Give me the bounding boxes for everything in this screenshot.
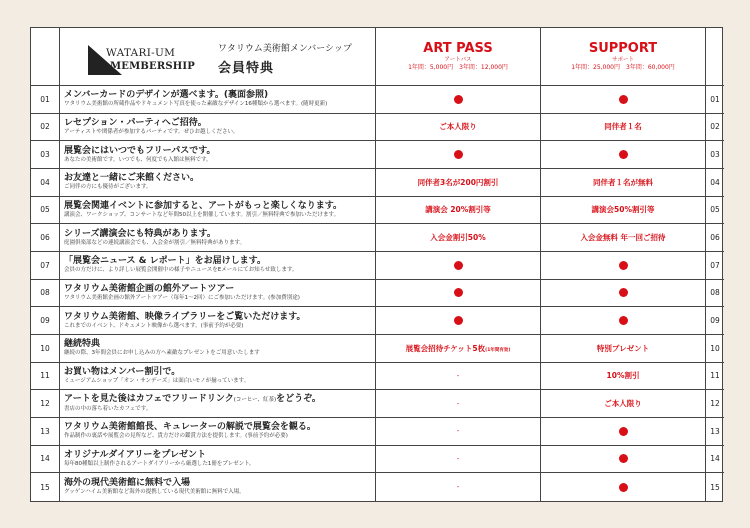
benefit-value	[439, 121, 477, 132]
support-value	[541, 141, 706, 169]
benefit-description	[60, 224, 376, 252]
benefit-value-text: 入会金割引50%	[430, 233, 486, 243]
included-dot-icon	[619, 454, 628, 463]
row-number: 11	[31, 363, 60, 391]
benefit-title	[64, 90, 268, 101]
row-number-right: 10	[706, 335, 724, 363]
benefit-description	[60, 307, 376, 335]
art-pass-value	[376, 114, 541, 142]
benefit-value	[604, 121, 642, 132]
support-value	[541, 224, 706, 252]
logo-line1: WATARI-UM	[106, 46, 176, 59]
included-dot-icon	[454, 150, 463, 159]
benefit-description	[60, 141, 376, 169]
plan-header-support	[541, 28, 706, 86]
benefit-value-text: 特別プレゼント	[596, 343, 650, 353]
benefit-description	[60, 446, 376, 474]
art-pass-value	[376, 390, 541, 418]
included-dot-icon	[454, 95, 463, 104]
benefits-grid	[31, 28, 722, 501]
support-value	[541, 197, 706, 225]
benefit-title-text: ワタリウム美術館、映像ライブラリーをご覧いただけます。	[64, 311, 306, 322]
support-value	[541, 280, 706, 308]
benefit-value	[406, 343, 511, 354]
included-dot-icon	[619, 261, 628, 270]
plan-header-art-pass	[376, 28, 541, 86]
row-number: 02	[31, 114, 60, 142]
included-dot-icon	[619, 95, 628, 104]
benefit-value-text: 講演会50%割引等	[591, 205, 655, 215]
benefit-detail: 作品制作の裏話や展覧会の見所など、貴方だけの鑑賞方法を提供します。(事前予約が必要)	[64, 433, 288, 440]
benefit-detail: これまでのイベント、ドキュメント映像から選べます。(事前予約が必要)	[64, 322, 244, 329]
row-number: 03	[31, 141, 60, 169]
benefit-description	[60, 169, 376, 197]
not-included-dash: -	[456, 454, 460, 463]
benefit-value-text: 同伴者3名が200円割引	[417, 177, 499, 187]
included-dot-icon	[619, 316, 628, 325]
benefit-value-text: ご本人限り	[439, 122, 477, 132]
row-number-right: 08	[706, 280, 724, 308]
row-number-right: 12	[706, 390, 724, 418]
header-title-block	[218, 41, 352, 76]
logo-line2: MEMBERSHIP	[110, 60, 196, 72]
benefit-description	[60, 363, 376, 391]
row-number: 07	[31, 252, 60, 280]
page-title: 会員特典	[218, 61, 275, 76]
row-number: 10	[31, 335, 60, 363]
header-right-corner	[706, 28, 724, 86]
row-number-right: 15	[710, 482, 720, 492]
benefit-title	[64, 146, 215, 157]
included-dot-icon	[454, 288, 463, 297]
benefit-title-text: オリジナルダイアリーをプレゼント	[64, 449, 207, 460]
row-number-right: 09	[706, 307, 724, 335]
benefit-title	[64, 201, 342, 212]
support-value	[541, 473, 706, 501]
row-number-right: 01	[706, 86, 724, 114]
benefit-value	[604, 398, 642, 409]
included-dot-icon	[619, 288, 628, 297]
row-number: 08	[31, 280, 60, 308]
plan-kana: アートパス	[444, 57, 472, 63]
row-number-right: 06	[706, 224, 724, 252]
benefit-description	[60, 280, 376, 308]
benefit-detail: ワタリウム美術館の所蔵作品やドキュメント写真を使った素敵なデザイン16種類から選べます。(随時更新)	[64, 101, 328, 108]
row-number: 09	[31, 307, 60, 335]
benefit-value-text: 同伴者１名が無料	[593, 177, 653, 187]
row-number: 12	[31, 390, 60, 418]
benefit-title	[64, 173, 199, 184]
benefit-title-text: メンバーカードのデザインが選べます。(裏面参照)	[64, 90, 269, 101]
art-pass-value	[376, 473, 541, 501]
row-number-right: 05	[706, 197, 724, 225]
benefit-title	[64, 367, 180, 378]
row-number-right: 07	[706, 252, 724, 280]
included-dot-icon	[619, 427, 628, 436]
included-dot-icon	[619, 150, 628, 159]
not-included-dash: -	[456, 483, 460, 492]
benefit-title	[64, 256, 266, 267]
benefit-description	[60, 473, 376, 501]
benefit-title-text: レセプション・パーティへご招待。	[64, 117, 207, 128]
plan-name: ART PASS	[423, 41, 493, 56]
benefit-title	[64, 422, 316, 433]
benefit-title	[64, 312, 306, 323]
benefit-title-text: シリーズ講演会にも特典があります。	[64, 228, 216, 239]
support-value	[541, 114, 706, 142]
plan-price: 1年間：25,000円 3年間：60,000円	[571, 64, 675, 71]
support-value	[541, 418, 706, 446]
benefit-detail: ワタリウム美術館企画の館外アートツアー（毎年1〜2回）にご参加いただけます。(参加費別途)	[64, 294, 300, 301]
row-number-right: 02	[706, 114, 724, 142]
benefit-value	[418, 177, 499, 188]
benefit-value-text: 展覧会招待チケット5枚	[405, 343, 486, 353]
support-value	[541, 363, 706, 391]
benefit-detail: 継続の際、3年間会員にお申し込みの方へ素敵なプレゼントをご用意いたします	[64, 350, 260, 357]
not-included-dash: -	[456, 399, 460, 408]
included-dot-icon	[454, 316, 463, 325]
benefit-value	[425, 204, 491, 215]
included-dot-icon	[454, 261, 463, 270]
header-corner	[31, 28, 60, 86]
benefit-title	[64, 229, 216, 240]
benefit-value-text: 講演会 20%割引等	[425, 205, 491, 215]
benefit-title	[64, 450, 206, 461]
benefit-title-text: お友達と一緒にご来館ください。	[64, 173, 200, 184]
row-number-right: 13	[706, 418, 724, 446]
support-value	[541, 169, 706, 197]
benefit-description	[60, 390, 376, 418]
benefit-title-note: (コーヒー、紅茶)	[233, 397, 277, 404]
not-included-dash: -	[456, 371, 460, 380]
benefit-title	[64, 339, 100, 350]
benefit-value	[597, 343, 649, 354]
art-pass-value	[376, 418, 541, 446]
support-value	[541, 307, 706, 335]
row-number: 01	[31, 86, 60, 114]
not-included-dash: -	[456, 427, 460, 436]
benefit-title	[64, 284, 234, 295]
row-number: 06	[31, 224, 60, 252]
benefit-value-text: 同伴者１名	[604, 122, 642, 132]
art-pass-value	[376, 252, 541, 280]
art-pass-value	[376, 86, 541, 114]
benefit-value	[580, 232, 665, 243]
benefit-title-tail: をどうぞ。	[276, 394, 321, 405]
art-pass-value	[376, 335, 541, 363]
benefit-detail: 毎年80種類以上制作されるアートダイアリーから厳選した1冊をプレゼント。	[64, 460, 255, 467]
benefit-description	[60, 335, 376, 363]
benefit-description	[60, 418, 376, 446]
plan-name: SUPPORT	[588, 41, 658, 56]
art-pass-value	[376, 307, 541, 335]
benefit-value	[593, 177, 653, 188]
support-value	[541, 390, 706, 418]
support-value	[541, 446, 706, 474]
benefit-detail: あなたの美術館です。いつでも、何度でも入館は無料です。	[64, 156, 212, 163]
support-value	[541, 86, 706, 114]
plan-kana: サポート	[611, 57, 634, 63]
benefit-detail: グッゲンハイム美術館など海外の提携している現代美術館に無料で入場。	[64, 489, 245, 496]
header-subtitle: ワタリウム美術館メンバーシップ	[218, 44, 352, 54]
membership-benefits-table	[30, 27, 723, 502]
benefit-title-text: 展覧会にはいつでもフリーパスです。	[64, 145, 216, 156]
benefit-value-text: 入会金無料 年一回ご招待	[580, 233, 666, 243]
benefit-detail: 書店の中の落ち着いたカフェです。	[64, 406, 152, 413]
benefit-detail: ミュージアムショップ「オン・サンデーズ」は面白いモノが揃っています。	[64, 377, 250, 384]
row-number-right: 14	[706, 446, 724, 474]
art-pass-value	[376, 363, 541, 391]
benefit-title-text: 継続特典	[64, 339, 101, 350]
row-number-right: 11	[706, 363, 724, 391]
art-pass-value	[376, 141, 541, 169]
benefit-detail: 庭園倶楽部などの連続講演会でも、入会金が割引／無料特典があります。	[64, 239, 246, 246]
benefit-value-text: ご本人限り	[604, 399, 642, 409]
benefit-title-text: ワタリウム美術館企画の館外アートツアー	[64, 283, 235, 294]
art-pass-value	[376, 446, 541, 474]
benefit-title	[64, 478, 190, 489]
benefit-detail: 講演会、ワークショップ、コンサートなど年間50以上を開催しています。割引／無料特典で参加いただけます。	[64, 211, 340, 218]
benefit-description	[60, 252, 376, 280]
header-brand	[60, 28, 376, 86]
plan-price: 1年間：5,000円 3年間：12,000円	[408, 64, 508, 71]
benefit-title-text: 展覧会関連イベントに参加すると、アートがもっと楽しくなります。	[64, 200, 343, 211]
benefit-title-text: アートを見た後はカフェでフリードリンク	[64, 394, 234, 405]
benefit-detail: ご同伴の方にも優待がございます。	[64, 184, 152, 191]
row-number: 13	[31, 418, 60, 446]
benefit-description	[60, 197, 376, 225]
benefit-description	[60, 114, 376, 142]
benefit-description	[60, 86, 376, 114]
benefit-title-text: お買い物はメンバー割引で。	[64, 366, 181, 377]
included-dot-icon	[619, 483, 628, 492]
benefit-value	[607, 370, 640, 381]
row-number-right: 03	[706, 141, 724, 169]
watari-um-logo	[88, 35, 208, 79]
row-number: 05	[31, 197, 60, 225]
art-pass-value	[376, 197, 541, 225]
benefit-title-text: 海外の現代美術館に無料で入場	[64, 478, 191, 489]
row-number: 15	[31, 473, 60, 501]
row-number: 04	[31, 169, 60, 197]
art-pass-value	[376, 224, 541, 252]
art-pass-value	[376, 280, 541, 308]
benefit-value-note: (1年間有効)	[485, 347, 511, 353]
benefit-value	[592, 204, 655, 215]
benefit-value	[430, 232, 485, 243]
benefit-detail: 会員の方だけに、より詳しい展覧会開催中の様子やニュースをEメールにてお知らせ致します。	[64, 267, 298, 274]
benefit-title-text: 「展覧会ニュース & レポート」をお届けします。	[64, 256, 266, 267]
support-value	[541, 335, 706, 363]
benefit-title	[64, 394, 321, 406]
benefit-detail: アーティストや関係者が参加するパーティです。ぜひお越しください。	[64, 128, 239, 135]
benefit-title-text: ワタリウム美術館館長、キュレーターの解説で展覧会を観る。	[64, 422, 316, 433]
benefit-value-text: 10%割引	[606, 371, 640, 381]
benefit-title	[64, 118, 207, 129]
row-number-right: 04	[706, 169, 724, 197]
row-number: 14	[31, 446, 60, 474]
art-pass-value	[376, 169, 541, 197]
support-value	[541, 252, 706, 280]
